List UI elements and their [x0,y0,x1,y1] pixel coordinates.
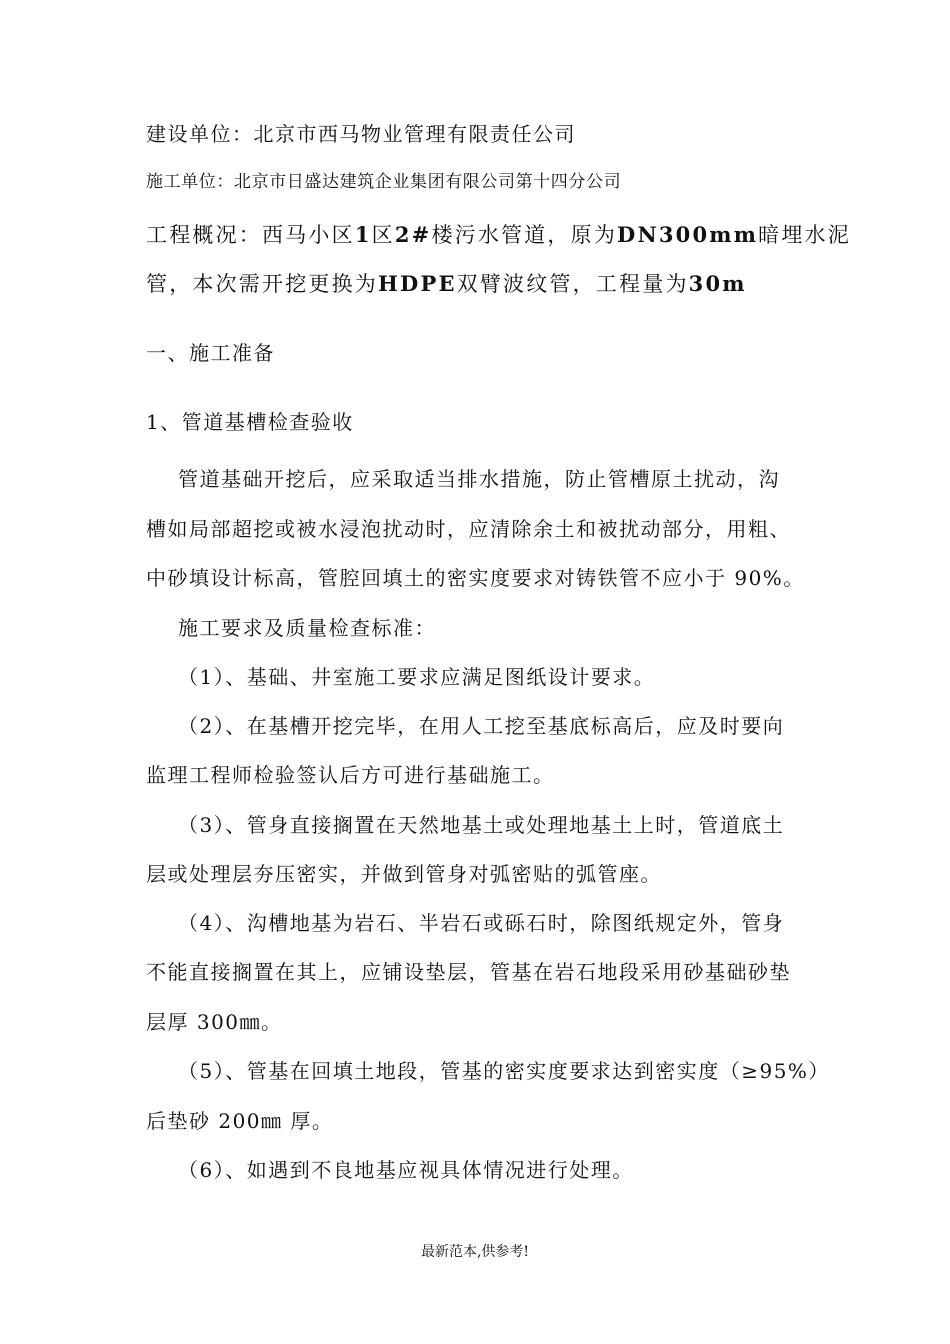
list-item-line: （6）、如遇到不良地基应视具体情况进行处理。 [178,1158,634,1182]
list-item-line: （1）、基础、井室施工要求应满足图纸设计要求。 [178,665,656,689]
paragraph-line: 管道基础开挖后，应采取适当排水措施，防止管槽原土扰动，沟 [178,467,780,491]
overview-line-2: 管，本次需开挖更换为HDPE双臂波纹管，工程量为30m [146,271,747,296]
subsection-heading: 1、管道基槽检查验收 [146,410,354,434]
list-item-line: 不能直接搁置在其上，应铺设垫层，管基在岩石地段采用砂基础砂垫 [146,960,791,984]
list-item-line: （4）、沟槽地基为岩石、半岩石或砾石时，除图纸规定外，管身 [178,911,785,935]
section-heading: 一、施工准备 [146,341,275,365]
list-item-line: （3）、管身直接搁置在天然地基土或处理地基土上时，管道底土 [178,813,785,837]
client-line: 建设单位：北京市西马物业管理有限责任公司 [146,122,576,146]
list-item-line: 后垫砂 200㎜ 厚。 [146,1109,334,1133]
paragraph-line: 中砂填设计标高，管腔回填土的密实度要求对铸铁管不应小于 90%。 [146,566,805,590]
list-item-line: （2）、在基槽开挖完毕，在用人工挖至基底标高后，应及时要向 [178,714,785,738]
list-item-line: 层厚 300㎜。 [146,1010,283,1034]
page-footer: 最新范本,供参考! [420,1244,530,1260]
contractor-line: 施工单位：北京市日盛达建筑企业集团有限公司第十四分公司 [146,172,622,192]
requirements-heading: 施工要求及质量检查标准： [178,616,436,640]
list-item-line: （5）、管基在回填土地段，管基的密实度要求达到密实度（≥95%） [178,1059,830,1083]
paragraph-line: 槽如局部超挖或被水浸泡扰动时，应清除余土和被扰动部分，用粗、 [146,517,791,541]
list-item-line: 层或处理层夯压密实，并做到管身对弧密贴的弧管座。 [146,862,662,886]
overview-line-1: 工程概况：西马小区1区2#楼污水管道，原为DN300mm暗埋水泥 [146,222,851,247]
list-item-line: 监理工程师检验签认后方可进行基础施工。 [146,763,555,787]
